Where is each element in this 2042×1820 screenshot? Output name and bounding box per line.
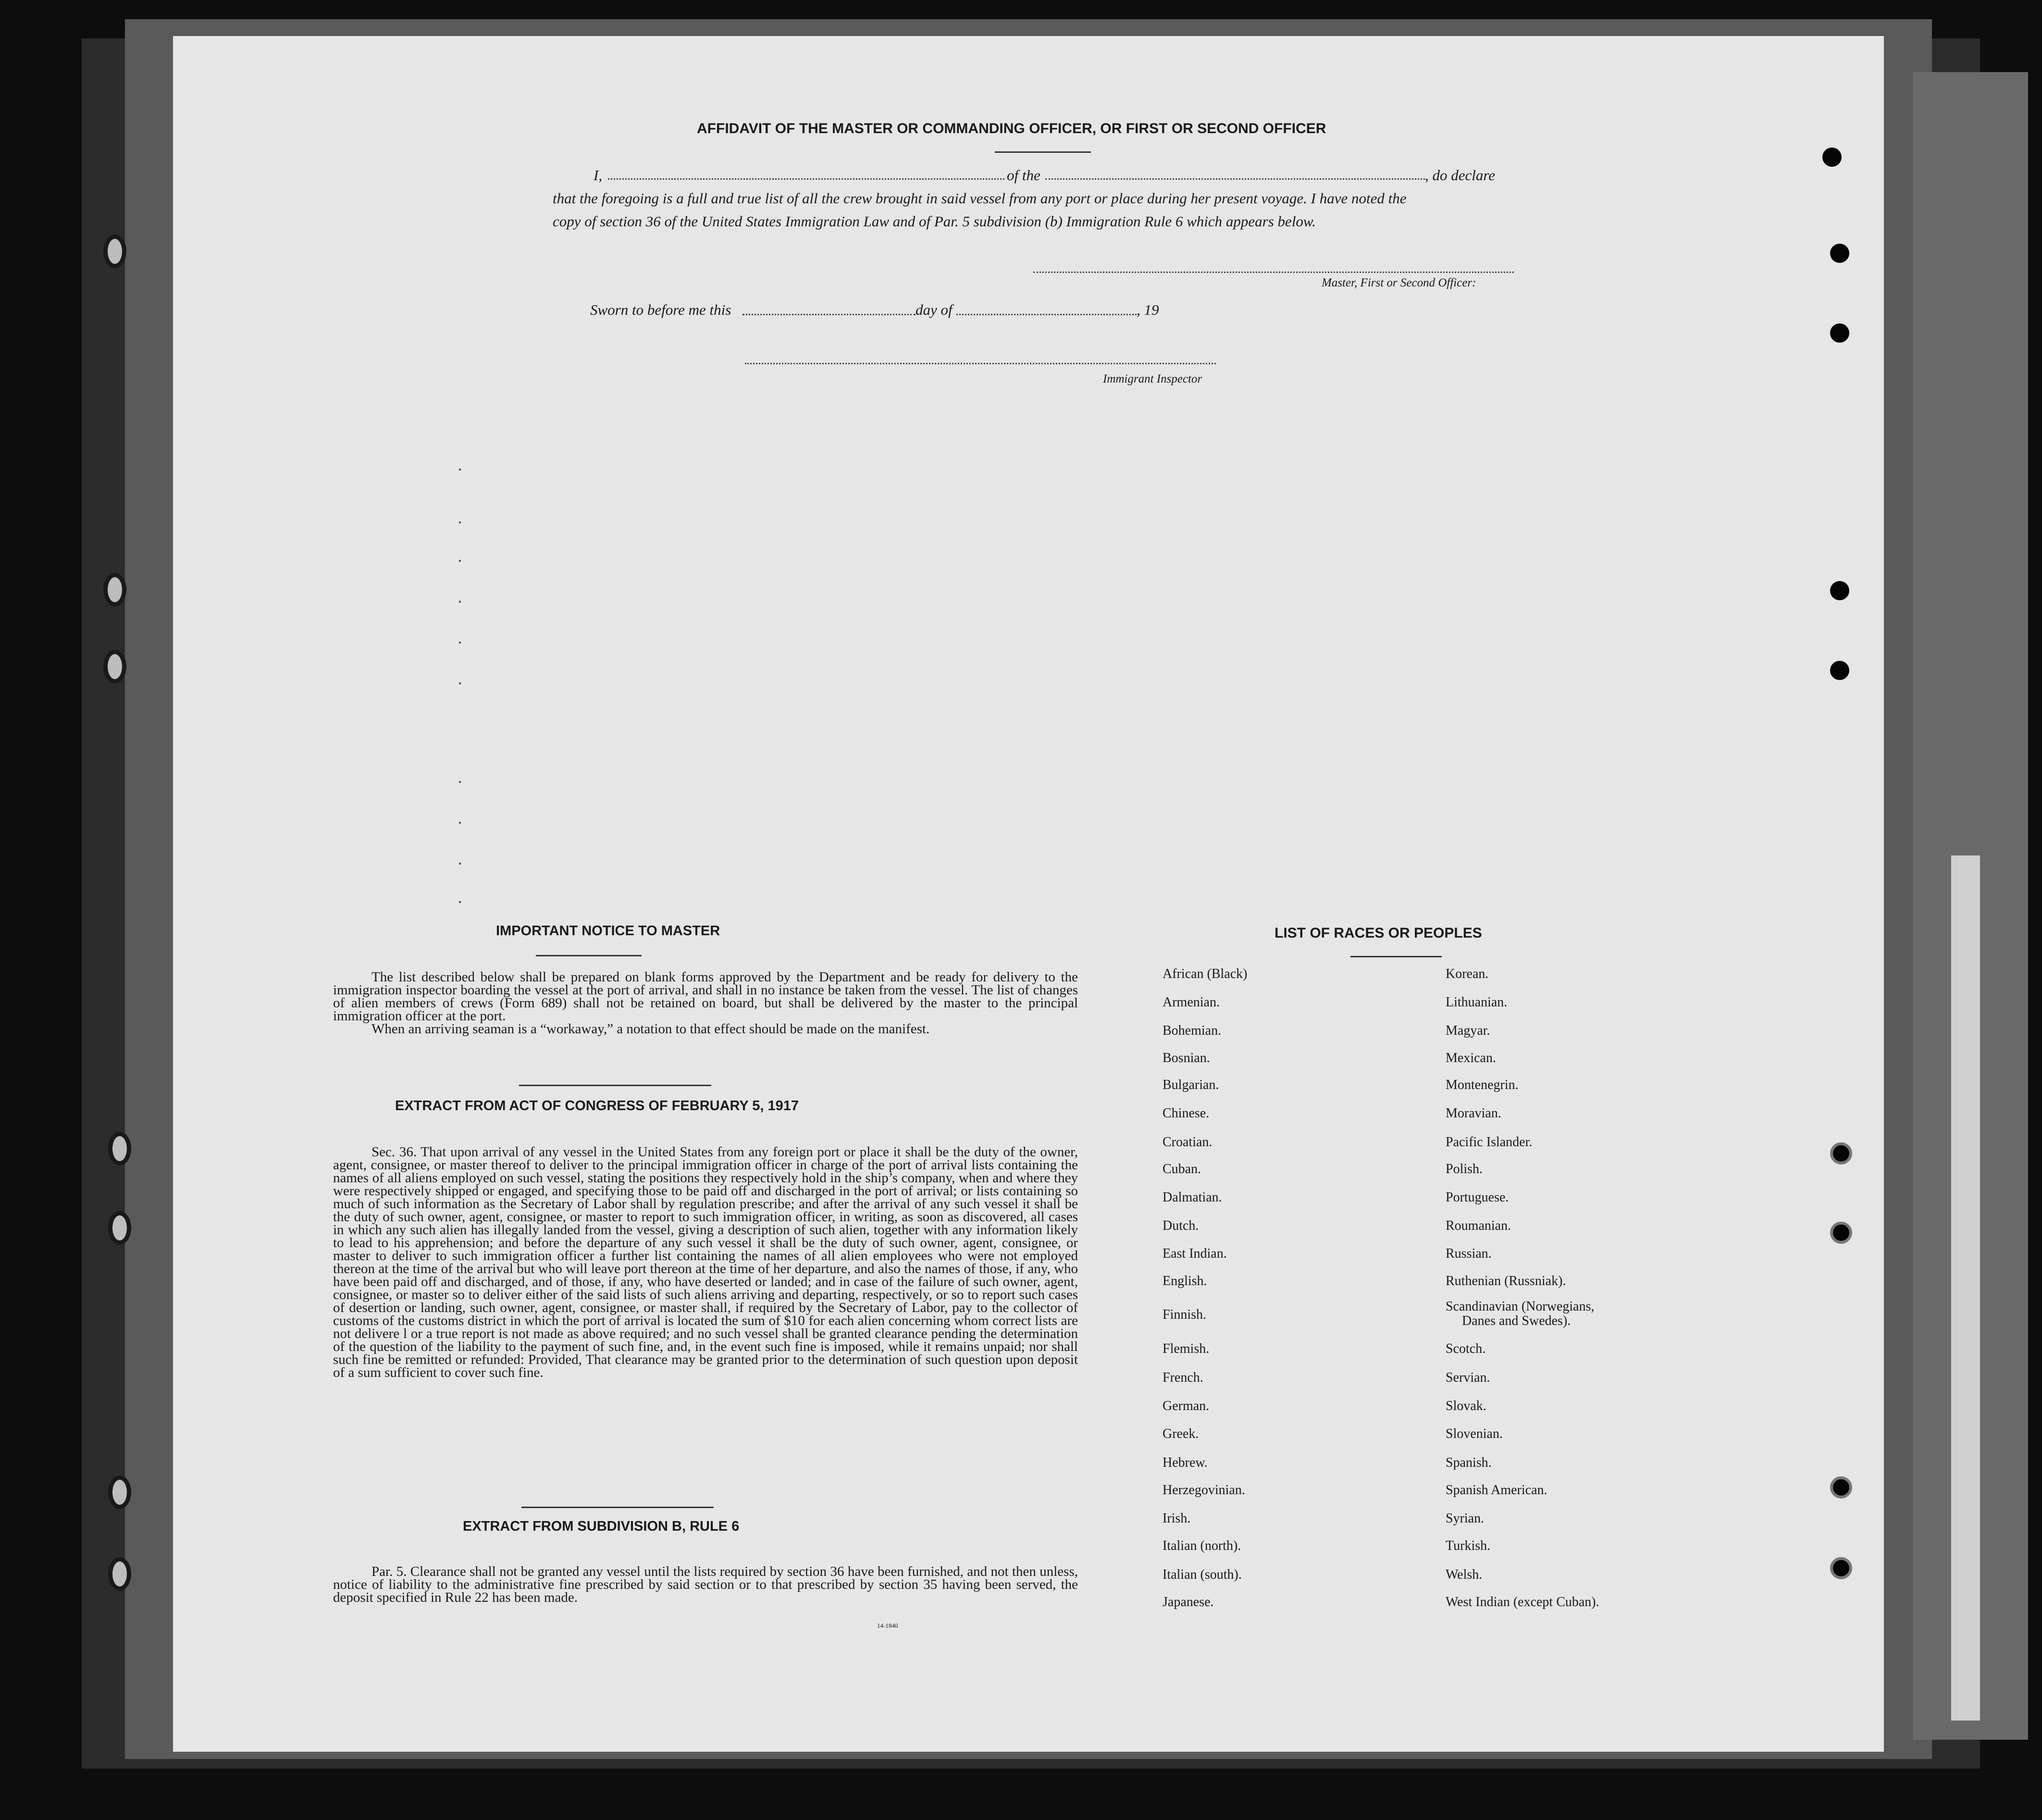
punch-hole-icon: [1830, 1557, 1852, 1579]
affidavit-of-the-label: of the: [1007, 167, 1040, 184]
punch-hole-icon: [1830, 244, 1849, 263]
bleed-mark: [459, 642, 461, 644]
punch-hole-icon: [1830, 1476, 1852, 1498]
binder-ring-icon: [108, 1557, 131, 1591]
binder-ring-icon: [108, 1132, 131, 1165]
affidavit-line-3: copy of section 36 of the United States Immigration Law and of Par. 5 subdivision (b) Immigration Rule 6 which appears below.: [553, 213, 1316, 230]
section-36-text: Sec. 36. That upon arrival of any vessel in the United States from any foreign port or place it shall be the duty of the owner, agent, consignee, or master thereof to deliver to the principal immigration officer in charge of the port of arrival lists containing the names of all aliens employed on such vessel, stating the positions they respectively hold in the ship’s company, when and where they were respectively shipped or engaged, and specifying those to be paid off and discharged in the port of arrival; or lists containing so much of such information as the Secretary of Labor shall by regulation prescribe; and after the arrival of any such vessel it shall be the duty of such owner, agent, consignee, or master to report to such immigration officer, in writing, as soon as discovered, all cases in which any such alien has illegally landed from the vessel, giving a description of such alien, together with any information likely to lead to his apprehension; and before the departure of any such vessel it shall be the duty of such owner, agent, consignee, or master to deliver to such immigration officer a further list containing the names of all alien employees who were not employed thereon at the time of the arrival but who will leave port thereon at the time of her departure, and also the names of those, if any, who have been paid off and discharged, and of those, if any, who have deserted or landed; and in case of the failure of such owner, agent, consignee, or master so to deliver either of the said lists of such aliens arriving and departing, respectively, or so to report such cases of desertion or landing, such owner, agent, consignee, or master shall, if required by the Secretary of Labor, pay to the collector of customs of the customs district in which the port of arrival is located the sum of $10 for each alien concerning whom correct lists are not delivere l or a true report is not made as above required; and no such vessel shall be granted clearance pending the determination of the question of the liability to the payment of such fine, and, in the event such fine is imposed, while it remains unpaid; nor shall such fine be remitted or refunded: Provided, That clearance may be granted prior to the determination of such question upon deposit of a sum sufficient to cover such fine.: [333, 1144, 1078, 1380]
notice-paragraph: When an arriving seaman is a “workaway,” a notation to that effect should be made on the manifest.: [371, 1021, 930, 1037]
binder-ring-icon: [103, 235, 126, 268]
race-item: Scandinavian (Norwegians,: [1446, 1299, 1595, 1314]
race-item: Hebrew.: [1163, 1455, 1208, 1470]
bleed-mark: [459, 469, 461, 470]
binder-ring-icon: [108, 1475, 131, 1509]
affidavit-do-declare: , do declare: [1425, 167, 1496, 184]
race-item: Mexican.: [1446, 1051, 1496, 1065]
race-item: Servian.: [1446, 1370, 1490, 1385]
race-item: English.: [1163, 1274, 1207, 1288]
notice-title: IMPORTANT NOTICE TO MASTER: [496, 923, 720, 939]
signature-caption: Master, First or Second Officer:: [1322, 276, 1476, 289]
bleed-mark: [459, 822, 461, 824]
race-item: Herzegovinian.: [1163, 1483, 1245, 1498]
notice-divider: [536, 955, 642, 956]
notice-body: [333, 971, 1078, 1036]
race-item: German.: [1163, 1399, 1210, 1413]
bleed-mark: [459, 901, 461, 903]
race-item: Japanese.: [1163, 1595, 1214, 1610]
document-page: [173, 36, 1884, 1752]
extract-act-body: [333, 1146, 1078, 1379]
race-item: Croatian.: [1163, 1135, 1213, 1150]
section-divider: [521, 1507, 714, 1508]
notice-paragraph: The list described below shall be prepared on blank forms approved by the Department and be ready for delivery to the immigration inspector boarding the vessel at the port of arrival, and shall in no instance be taken from the vessel. The list of changes of alien members of crews (Form 689) shall not be retained on board, but shall be delivered by the master to the principal immigration officer at the port.: [333, 969, 1078, 1024]
affidavit-i-label: I,: [594, 167, 603, 184]
race-item: Korean.: [1446, 966, 1489, 981]
race-item: Dalmatian.: [1163, 1190, 1222, 1205]
race-item: Chinese.: [1163, 1106, 1210, 1121]
race-item: African (Black): [1163, 966, 1248, 981]
extract-rule-body: [333, 1565, 1078, 1604]
punch-hole-icon: [1830, 661, 1849, 680]
race-item: Dutch.: [1163, 1218, 1199, 1233]
race-item: Spanish.: [1446, 1455, 1492, 1470]
bleed-mark: [459, 863, 461, 865]
inspector-signature-line[interactable]: [745, 363, 1216, 364]
race-item: Russian.: [1446, 1246, 1492, 1261]
race-item-continuation: Danes and Swedes).: [1462, 1313, 1571, 1328]
race-item: Italian (north).: [1163, 1538, 1241, 1553]
sworn-label: Sworn to before me this: [590, 301, 731, 318]
inspector-caption: Immigrant Inspector: [1103, 372, 1202, 385]
race-item: Flemish.: [1163, 1341, 1210, 1356]
race-item: Pacific Islander.: [1446, 1135, 1533, 1150]
bleed-mark: [459, 601, 461, 603]
sworn-month-blank[interactable]: [956, 314, 1137, 315]
race-item: Turkish.: [1446, 1538, 1491, 1553]
affidavit-line-2: that the foregoing is a full and true list of all the crew brought in said vessel from any port or place during her present voyage. I have noted the: [553, 190, 1407, 207]
affidavit-title: AFFIDAVIT OF THE MASTER OR COMMANDING OFFICER, OR FIRST OR SECOND OFFICER: [697, 121, 1326, 136]
race-item: Bohemian.: [1163, 1023, 1222, 1038]
bleed-mark: [459, 781, 461, 783]
race-item: Spanish American.: [1446, 1483, 1547, 1498]
bleed-mark: [459, 682, 461, 684]
bleed-mark: [459, 560, 461, 562]
race-item: Welsh.: [1446, 1567, 1483, 1582]
race-item: Magyar.: [1446, 1023, 1490, 1038]
sworn-day-blank[interactable]: [743, 314, 916, 315]
back-sheet-edge: [1951, 855, 1980, 1721]
title-divider: [995, 151, 1091, 153]
race-item: Bosnian.: [1163, 1051, 1210, 1065]
punch-hole-icon: [1830, 1222, 1852, 1244]
year-label: , 19: [1137, 301, 1159, 318]
race-item: Syrian.: [1446, 1511, 1485, 1526]
race-item: Bulgarian.: [1163, 1077, 1219, 1092]
race-item: Polish.: [1446, 1162, 1483, 1176]
race-item: East Indian.: [1163, 1246, 1227, 1261]
bleed-mark: [459, 521, 461, 523]
form-number: 14-1840: [877, 1622, 898, 1629]
race-item: Lithuanian.: [1446, 995, 1508, 1010]
race-item: Ruthenian (Russniak).: [1446, 1274, 1566, 1288]
race-item: Greek.: [1163, 1426, 1199, 1441]
race-item: Montenegrin.: [1446, 1077, 1519, 1092]
binder-ring-icon: [108, 1211, 131, 1245]
race-item: Italian (south).: [1163, 1567, 1242, 1582]
race-item: French.: [1163, 1370, 1203, 1385]
punch-hole-icon: [1830, 1142, 1852, 1164]
extract-act-title: EXTRACT FROM ACT OF CONGRESS OF FEBRUARY 5, 1917: [395, 1098, 799, 1114]
race-item: Moravian.: [1446, 1106, 1501, 1121]
race-item: Portuguese.: [1446, 1190, 1509, 1205]
vessel-blank[interactable]: [1045, 178, 1425, 180]
race-item: Slovak.: [1446, 1399, 1486, 1413]
race-item: Scotch.: [1446, 1341, 1486, 1356]
race-item: West Indian (except Cuban).: [1446, 1595, 1599, 1610]
race-item: Armenian.: [1163, 995, 1220, 1010]
punch-hole-icon: [1822, 148, 1842, 167]
day-of-label: day of: [916, 301, 953, 318]
punch-hole-icon: [1830, 581, 1849, 600]
signature-line[interactable]: [1033, 272, 1514, 273]
races-title: LIST OF RACES OR PEOPLES: [1275, 925, 1482, 941]
race-item: Roumanian.: [1446, 1218, 1511, 1233]
binder-ring-icon: [103, 573, 126, 607]
extract-rule-title: EXTRACT FROM SUBDIVISION B, RULE 6: [463, 1519, 740, 1534]
section-divider: [519, 1085, 711, 1086]
race-item: Cuban.: [1163, 1162, 1201, 1176]
name-blank[interactable]: [608, 178, 1004, 180]
race-item: Irish.: [1163, 1511, 1191, 1526]
par-5-text: Par. 5. Clearance shall not be granted any vessel until the lists required by section 36 have been furnished, and not then unless, notice of liability to the administrative fine prescribed by said section or to that prescribed by section 35 having been served, the deposit specified in Rule 22 has been made.: [333, 1564, 1078, 1605]
race-item: Finnish.: [1163, 1307, 1207, 1322]
race-item: Slovenian.: [1446, 1426, 1503, 1441]
races-divider: [1350, 956, 1442, 957]
punch-hole-icon: [1830, 323, 1849, 343]
binder-ring-icon: [103, 650, 126, 683]
